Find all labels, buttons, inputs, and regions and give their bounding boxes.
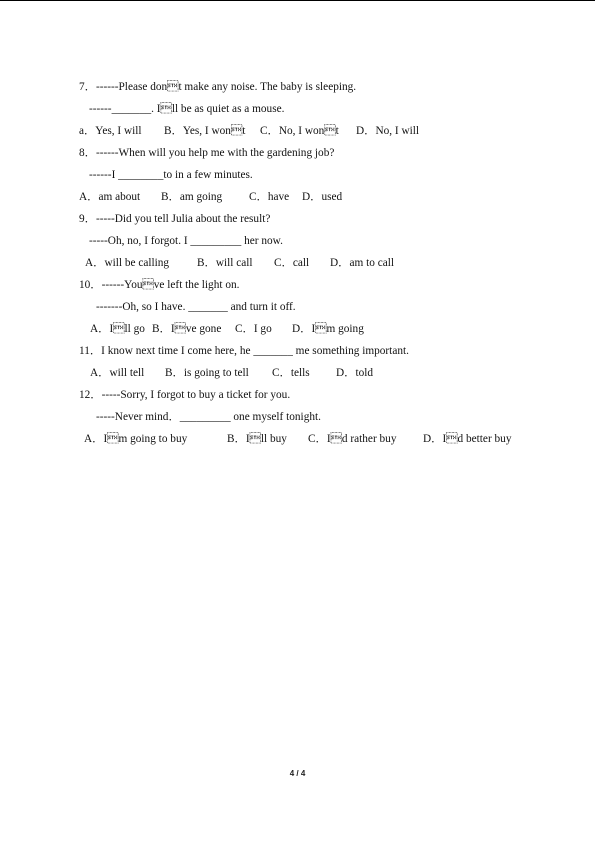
option-a: a．Yes, I will [79,125,142,137]
option-b: B．am going [161,191,223,203]
option-c: C．No, I wont [260,125,339,137]
option-b: B．Ill buy [227,433,287,445]
option-c: C．Id rather buy [308,433,397,445]
option-d: D．told [336,367,374,379]
option-c: C．tells [272,367,310,379]
option-d: D．am to call [330,257,394,269]
question-12-stem: 12．-----Sorry, I forgot to buy a ticket for you. [79,389,291,401]
option-d: D．used [302,191,343,203]
question-11-stem: 11．I know next time I come here, he _______ me something important. [79,345,409,357]
option-c: C．have [249,191,290,203]
top-rule [0,0,595,1]
option-b: B．Yes, I wont [164,125,246,137]
option-a: A．will be calling [85,257,170,269]
question-7-stem: 7．------Please dont make any noise. The baby is sleeping. [79,81,357,93]
question-9-reply: -----Oh, no, I forgot. I _________ her now. [89,235,283,247]
option-b: B．will call [197,257,253,269]
question-8-stem: 8．------When will you help me with the gardening job? [79,147,335,159]
option-c: C．I go [235,323,272,335]
option-b: B．is going to tell [165,367,249,379]
question-10-stem: 10．------Youve left the light on. [79,279,240,291]
option-b: B．Ive gone [152,323,222,335]
option-a: A．Im going to buy [84,433,188,445]
question-9-stem: 9．-----Did you tell Julia about the result? [79,213,271,225]
option-a: A．will tell [90,367,145,379]
option-a: A．am about [79,191,141,203]
option-c: C．call [274,257,310,269]
option-a: A．Ill go [90,323,145,335]
option-d: D．Id better buy [423,433,512,445]
option-d: D．Im going [292,323,364,335]
question-7-reply: ------_______. Ill be as quiet as a mouse. [89,103,285,115]
question-10-reply: -------Oh, so I have. _______ and turn it off. [96,301,296,313]
question-8-reply: ------I ________to in a few minutes. [89,169,253,181]
page-number: 4 / 4 [289,769,306,778]
question-12-reply: -----Never mind．_________ one myself tonight. [96,411,321,423]
option-d: D．No, I will [356,125,420,137]
